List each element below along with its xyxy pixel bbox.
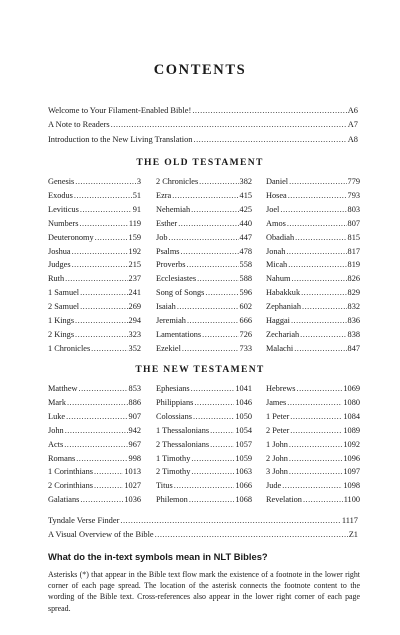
dot-leader	[290, 410, 342, 424]
entry-label: Numbers	[48, 218, 79, 228]
entry-page-number: 1046	[235, 397, 252, 407]
book-entry[interactable]	[48, 258, 141, 272]
dot-leader	[303, 493, 343, 507]
entry-label: 1 Timothy	[156, 453, 191, 463]
front-matter-entry[interactable]	[48, 104, 358, 118]
dot-leader	[191, 465, 234, 479]
dot-leader	[178, 217, 238, 231]
entry-label: Nehemiah	[156, 204, 191, 214]
book-entry[interactable]	[266, 217, 360, 231]
entry-label: Hebrews	[266, 384, 296, 393]
book-entry[interactable]	[48, 465, 141, 479]
entry-label: 1 Peter	[266, 411, 290, 421]
book-entry[interactable]	[266, 479, 360, 493]
book-entry[interactable]	[156, 465, 252, 479]
dot-leader	[291, 314, 347, 328]
entry-page-number: 1041	[235, 384, 252, 393]
old-testament-column	[266, 175, 360, 356]
book-entry[interactable]	[156, 314, 252, 328]
entry-label: Micah	[266, 260, 288, 270]
dot-leader	[189, 493, 235, 507]
entry-label: Esther	[156, 218, 178, 228]
dot-leader	[74, 189, 132, 203]
entry-page-number: 294	[128, 316, 141, 326]
entry-page-number: A6	[347, 106, 358, 115]
entry-page-number: 826	[347, 274, 360, 284]
book-entry[interactable]	[266, 245, 360, 259]
entry-label: 1 John	[266, 439, 288, 449]
entry-label: Exodus	[48, 190, 73, 200]
dot-leader	[205, 286, 238, 300]
dot-leader	[289, 175, 346, 189]
book-entry[interactable]	[156, 300, 252, 314]
dot-leader	[155, 528, 348, 542]
entry-label: 2 Timothy	[156, 467, 191, 477]
dot-leader	[67, 396, 128, 410]
entry-label: Introduction to the New Living Translation	[48, 134, 193, 144]
entry-page-number: 1089	[343, 425, 360, 435]
entry-page-number: 1100	[343, 495, 360, 505]
entry-page-number: 779	[347, 177, 360, 186]
entry-label: Song of Songs	[156, 288, 205, 298]
dot-leader	[202, 328, 238, 342]
book-entry[interactable]	[156, 189, 252, 203]
back-matter-list	[48, 514, 358, 543]
book-entry[interactable]	[48, 203, 141, 217]
entry-page-number: 733	[239, 343, 252, 353]
entry-page-number: 588	[239, 274, 252, 284]
entry-page-number: 1063	[235, 467, 252, 477]
entry-page-number: 558	[239, 260, 252, 270]
dot-leader	[288, 189, 347, 203]
dot-leader	[172, 189, 238, 203]
book-entry[interactable]	[48, 300, 141, 314]
entry-page-number: 415	[239, 190, 252, 200]
entry-label: A Visual Overview of the Bible	[48, 530, 154, 540]
entry-label: Haggai	[266, 316, 290, 326]
entry-label: Ecclesiastes	[156, 274, 197, 284]
entry-label: 3 John	[266, 467, 288, 477]
dot-leader	[94, 479, 123, 493]
entry-page-number: Z1	[348, 530, 358, 540]
dot-leader	[191, 382, 235, 396]
dot-leader	[65, 424, 128, 438]
back-matter-entry[interactable]	[48, 528, 358, 542]
book-entry[interactable]	[156, 382, 252, 396]
dot-leader	[294, 342, 346, 356]
book-entry[interactable]	[266, 465, 360, 479]
entry-label: Galatians	[48, 495, 80, 505]
dot-leader	[290, 424, 342, 438]
book-entry[interactable]	[48, 342, 141, 356]
entry-page-number: 793	[347, 190, 360, 200]
entry-label: Hosea	[266, 190, 287, 200]
entry-label: Ezra	[156, 190, 172, 200]
entry-page-number: 907	[128, 411, 141, 421]
entry-label: Proverbs	[156, 260, 186, 270]
dot-leader	[64, 438, 127, 452]
entry-page-number: 269	[128, 302, 141, 312]
book-entry[interactable]	[266, 231, 360, 245]
entry-page-number: 832	[347, 302, 360, 312]
book-entry[interactable]	[48, 424, 141, 438]
dot-leader	[174, 479, 235, 493]
dot-leader	[181, 245, 239, 259]
book-entry[interactable]	[156, 328, 252, 342]
entry-label: Amos	[266, 218, 286, 228]
entry-page-number: 1013	[124, 467, 141, 477]
entry-label: Romans	[48, 453, 76, 463]
entry-page-number: 119	[128, 218, 141, 228]
entry-label: Lamentations	[156, 329, 202, 339]
dot-leader	[289, 438, 343, 452]
new-testament-column	[266, 382, 360, 507]
dot-leader	[94, 465, 123, 479]
book-entry[interactable]	[156, 245, 252, 259]
new-testament-column	[156, 382, 252, 507]
book-entry[interactable]	[266, 438, 360, 452]
book-entry[interactable]	[266, 424, 360, 438]
book-entry[interactable]	[48, 382, 141, 396]
dot-leader	[80, 300, 127, 314]
entry-page-number: 853	[128, 384, 141, 393]
book-entry[interactable]	[266, 286, 360, 300]
book-entry[interactable]	[266, 410, 360, 424]
entry-label: Nahum	[266, 274, 291, 284]
dot-leader	[95, 231, 128, 245]
entry-page-number: 1050	[235, 411, 252, 421]
entry-page-number: 1059	[235, 453, 252, 463]
entry-page-number: 998	[128, 453, 141, 463]
entry-page-number: 666	[239, 316, 252, 326]
entry-label: Matthew	[48, 384, 78, 393]
page-title: CONTENTS	[153, 62, 247, 78]
book-entry[interactable]	[156, 231, 252, 245]
entry-label: Ephesians	[156, 384, 190, 393]
book-entry[interactable]	[266, 175, 360, 189]
entry-label: A Note to Readers	[48, 120, 110, 130]
entry-label: 1 Corinthians	[48, 467, 93, 477]
new-testament-heading: THE NEW TESTAMENT	[135, 364, 265, 375]
entry-page-number: 819	[347, 260, 360, 270]
dot-leader	[72, 258, 128, 272]
book-entry[interactable]	[48, 452, 141, 466]
dot-leader	[75, 314, 128, 328]
entry-label: Jonah	[266, 246, 286, 256]
dot-leader	[210, 438, 234, 452]
dot-leader	[280, 203, 346, 217]
dot-leader	[291, 272, 346, 286]
dot-leader	[75, 328, 128, 342]
back-matter-entry[interactable]	[48, 514, 358, 528]
entry-page-number: 241	[128, 288, 141, 298]
entry-page-number: 425	[239, 204, 252, 214]
entry-label: 2 Chronicles	[156, 177, 199, 186]
entry-page-number: 1096	[343, 453, 360, 463]
dot-leader	[182, 342, 239, 356]
book-entry[interactable]	[48, 328, 141, 342]
entry-page-number: 803	[347, 204, 360, 214]
entry-label: Psalms	[156, 246, 180, 256]
dot-leader	[287, 217, 347, 231]
book-entry[interactable]	[266, 272, 360, 286]
entry-page-number: 382	[239, 177, 252, 186]
entry-label: Deuteronomy	[48, 232, 94, 242]
book-entry[interactable]	[266, 258, 360, 272]
entry-label: 2 Thessalonians	[156, 439, 210, 449]
entry-page-number: 192	[128, 246, 141, 256]
front-matter-list	[48, 104, 358, 147]
entry-label: Daniel	[266, 177, 289, 186]
book-entry[interactable]	[266, 493, 360, 507]
entry-label: Job	[156, 232, 168, 242]
dot-leader	[302, 300, 347, 314]
entry-label: Titus	[156, 481, 173, 491]
book-entry[interactable]	[48, 410, 141, 424]
dot-leader	[111, 118, 347, 132]
book-entry[interactable]	[48, 286, 141, 300]
entry-label: Isaiah	[156, 302, 176, 312]
entry-label: Philemon	[156, 495, 188, 505]
entry-page-number: 847	[347, 343, 360, 353]
dot-leader	[187, 258, 239, 272]
entry-page-number: 829	[347, 288, 360, 298]
dot-leader	[192, 104, 346, 118]
book-entry[interactable]	[266, 382, 360, 396]
book-entry[interactable]	[48, 396, 141, 410]
entry-page-number: 1098	[343, 481, 360, 491]
book-entry[interactable]	[266, 189, 360, 203]
entry-page-number: 1092	[343, 439, 360, 449]
book-entry[interactable]	[156, 258, 252, 272]
book-entry[interactable]	[48, 189, 141, 203]
dot-leader	[191, 203, 238, 217]
book-entry[interactable]	[48, 272, 141, 286]
book-entry[interactable]	[156, 424, 252, 438]
entry-page-number: 817	[347, 246, 360, 256]
book-entry[interactable]	[266, 314, 360, 328]
book-entry[interactable]	[156, 493, 252, 507]
entry-label: 2 Peter	[266, 425, 290, 435]
dot-leader	[289, 452, 343, 466]
entry-page-number: 596	[239, 288, 252, 298]
entry-label: 2 John	[266, 453, 288, 463]
book-entry[interactable]	[156, 410, 252, 424]
book-entry[interactable]	[266, 342, 360, 356]
dot-leader	[72, 245, 128, 259]
book-entry[interactable]	[156, 438, 252, 452]
dot-leader	[295, 231, 346, 245]
entry-label: 1 Thessalonians	[156, 425, 210, 435]
entry-label: Mark	[48, 397, 66, 407]
entry-label: Revelation	[266, 495, 302, 505]
entry-page-number: 886	[128, 397, 141, 407]
dot-leader	[193, 133, 346, 147]
entry-label: 1 Kings	[48, 316, 75, 326]
entry-label: Ezekiel	[156, 343, 181, 353]
book-entry[interactable]	[266, 452, 360, 466]
front-matter-entry[interactable]	[48, 118, 358, 132]
entry-label: Joel	[266, 204, 280, 214]
entry-label: Zephaniah	[266, 302, 302, 312]
dot-leader	[282, 479, 342, 493]
entry-label: Zechariah	[266, 329, 300, 339]
entry-label: Leviticus	[48, 204, 79, 214]
book-entry[interactable]	[156, 342, 252, 356]
entry-page-number: 1080	[343, 397, 360, 407]
dot-leader	[80, 493, 123, 507]
entry-label: Philippians	[156, 397, 194, 407]
old-testament-heading: THE OLD TESTAMENT	[136, 157, 264, 168]
dot-leader	[169, 231, 239, 245]
dot-leader	[91, 342, 127, 356]
book-entry[interactable]	[156, 452, 252, 466]
book-entry[interactable]	[48, 314, 141, 328]
entry-page-number: 1069	[343, 384, 360, 393]
book-entry[interactable]	[156, 272, 252, 286]
entry-label: Joshua	[48, 246, 71, 256]
book-entry[interactable]	[48, 175, 141, 189]
dot-leader	[194, 396, 234, 410]
entry-page-number: 447	[239, 232, 252, 242]
entry-label: Habakkuk	[266, 288, 301, 298]
entry-label: Tyndale Verse Finder	[48, 516, 120, 525]
old-testament-column	[48, 175, 141, 356]
entry-page-number: 478	[239, 246, 252, 256]
entry-page-number: 807	[347, 218, 360, 228]
dot-leader	[120, 514, 341, 528]
entry-page-number: 440	[239, 218, 252, 228]
dot-leader	[300, 328, 346, 342]
entry-page-number: 1036	[124, 495, 141, 505]
dot-leader	[210, 424, 234, 438]
book-entry[interactable]	[156, 203, 252, 217]
book-entry[interactable]	[156, 217, 252, 231]
entry-label: Obadiah	[266, 232, 295, 242]
entry-page-number: 1066	[235, 481, 252, 491]
entry-label: Jeremiah	[156, 316, 186, 326]
entry-label: Judges	[48, 260, 71, 270]
entry-page-number: 838	[347, 329, 360, 339]
book-entry[interactable]	[156, 396, 252, 410]
dot-leader	[191, 452, 234, 466]
entry-page-number: 352	[128, 343, 141, 353]
entry-page-number: 1057	[235, 439, 252, 449]
old-testament-grid	[48, 175, 360, 356]
front-matter-entry[interactable]	[48, 133, 358, 147]
dot-leader	[287, 396, 342, 410]
new-testament-grid	[48, 382, 360, 507]
book-entry[interactable]	[156, 286, 252, 300]
new-testament-column	[48, 382, 141, 507]
entry-label: 1 Chronicles	[48, 343, 91, 353]
entry-page-number: 1084	[343, 411, 360, 421]
entry-label: Welcome to Your Filament-Enabled Bible!	[48, 106, 192, 115]
book-entry[interactable]	[48, 245, 141, 259]
book-entry[interactable]	[266, 300, 360, 314]
entry-page-number: 91	[132, 204, 141, 214]
entry-page-number: 237	[128, 274, 141, 284]
book-entry[interactable]	[156, 175, 252, 189]
entry-page-number: 726	[239, 329, 252, 339]
dot-leader	[193, 410, 234, 424]
symbols-explanation: Asterisks (*) that appear in the Bible text flow mark the existence of a footnote in the lower right corner of each page spread. The location of the asterisk connects the footnote content to the wording of the Bible text. Cross-references also appear in the lower right corner of each page spread.	[48, 570, 360, 613]
book-entry[interactable]	[266, 328, 360, 342]
dot-leader	[177, 300, 239, 314]
dot-leader	[289, 465, 343, 479]
dot-leader	[80, 203, 132, 217]
entry-page-number: 836	[347, 316, 360, 326]
entry-page-number: 323	[128, 329, 141, 339]
entry-page-number: A8	[347, 134, 358, 144]
entry-label: Genesis	[48, 177, 75, 186]
entry-label: 2 Corinthians	[48, 481, 93, 491]
dot-leader	[65, 272, 127, 286]
symbols-heading: What do the in-text symbols mean in NLT Bibles?	[48, 551, 268, 562]
dot-leader	[199, 175, 238, 189]
entry-page-number: 1027	[124, 481, 141, 491]
entry-label: 2 Kings	[48, 329, 75, 339]
entry-page-number: 967	[128, 439, 141, 449]
entry-label: Jude	[266, 481, 282, 491]
dot-leader	[197, 272, 238, 286]
entry-page-number: 942	[128, 425, 141, 435]
entry-page-number: 215	[128, 260, 141, 270]
dot-leader	[288, 258, 346, 272]
entry-label: Luke	[48, 411, 66, 421]
entry-label: Acts	[48, 439, 64, 449]
dot-leader	[79, 382, 128, 396]
entry-page-number: 159	[128, 232, 141, 242]
dot-leader	[66, 410, 127, 424]
dot-leader	[297, 382, 343, 396]
book-entry[interactable]	[48, 493, 141, 507]
entry-page-number: A7	[347, 120, 358, 130]
dot-leader	[187, 314, 239, 328]
dot-leader	[75, 175, 136, 189]
dot-leader	[286, 245, 346, 259]
entry-label: John	[48, 425, 64, 435]
entry-page-number: 1097	[343, 467, 360, 477]
book-entry[interactable]	[48, 438, 141, 452]
entry-page-number: 602	[239, 302, 252, 312]
old-testament-column	[156, 175, 252, 356]
dot-leader	[80, 286, 127, 300]
book-entry[interactable]	[266, 203, 360, 217]
dot-leader	[79, 217, 127, 231]
entry-label: 1 Samuel	[48, 288, 80, 298]
book-entry[interactable]	[48, 217, 141, 231]
book-entry[interactable]	[48, 479, 141, 493]
entry-label: Ruth	[48, 274, 65, 284]
book-entry[interactable]	[266, 396, 360, 410]
entry-page-number: 1117	[341, 516, 358, 525]
entry-label: 2 Samuel	[48, 302, 80, 312]
entry-label: James	[266, 397, 287, 407]
entry-label: Malachi	[266, 343, 294, 353]
entry-page-number: 1068	[235, 495, 252, 505]
entry-label: Colossians	[156, 411, 192, 421]
dot-leader	[76, 452, 127, 466]
entry-page-number: 51	[132, 190, 141, 200]
entry-page-number: 3	[136, 177, 141, 186]
dot-leader	[301, 286, 346, 300]
entry-page-number: 1054	[235, 425, 252, 435]
book-entry[interactable]	[48, 231, 141, 245]
book-entry[interactable]	[156, 479, 252, 493]
entry-page-number: 815	[347, 232, 360, 242]
